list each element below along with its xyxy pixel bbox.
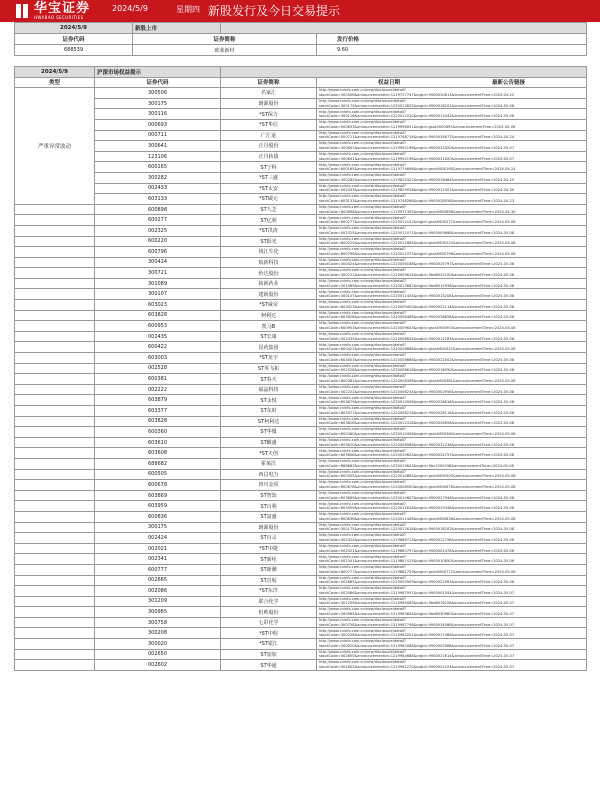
announcement-link[interactable]: http://www.cninfo.com.cn/new/disclosure/detail?stockCode=000711&announcementId=1219748716&orgId=9900034677&announcementTime=2024-04-24 [317,130,587,141]
security-code: 600220 [95,236,221,247]
security-code: 300282 [95,172,221,183]
security-name: 联合化学 [221,596,317,607]
issue-price: 9.60 [317,45,587,56]
security-name: 凯马B [221,321,317,332]
category-cell [15,448,95,459]
table-row [15,469,587,480]
column-header-link: 最新公告链接 [491,80,525,87]
announcement-link[interactable]: http://www.cninfo.com.cn/new/disclosure/detail?stockCode=300107&announcementId=1220011454&orgId=9900013208&announcementTime=2024-05-08 [317,289,587,300]
category-cell [15,554,95,565]
report-title: 新股发行及今日交易提示 [208,4,341,18]
announcement-link[interactable]: http://www.cninfo.com.cn/new/disclosure/detail?stockCode=002433&announcementId=1219829918&orgId=9900012301&announcementTime=2024-04-30 [317,183,587,194]
security-code: 002665 [95,575,221,586]
announcement-link[interactable]: http://www.cninfo.com.cn/new/disclosure/detail?stockCode=301209&announcementId=1219964089&orgId=9bd8076228&announcementTime=2024-05-07 [317,596,587,607]
table-row [15,554,587,565]
table-row [15,416,587,427]
announcement-link[interactable]: http://www.cninfo.com.cn/new/disclosure/detail?stockCode=002602&announcementId=1219961270&orgId=9900021024&announcementTime=2024-05-07 [317,660,587,671]
category-cell [15,342,95,353]
announcement-link[interactable]: http://www.cninfo.com.cn/new/disclosure/detail?stockCode=002341&announcementId=1219887415&orgId=9900010850&announcementTime=2024-05-06 [317,554,587,565]
table-row [15,660,587,671]
table-row [15,183,587,194]
security-code: 300506 [95,88,221,99]
table-row [15,639,587,650]
announcement-link[interactable]: http://www.cninfo.com.cn/new/disclosure/detail?stockCode=600953&announcementId=1220009643&orgId=gssh0900953&announcementTime=2024-05-08 [317,321,587,332]
security-code: 300116 [95,109,221,120]
announcement-link[interactable]: http://www.cninfo.com.cn/new/disclosure/detail?stockCode=603377&announcementId=1220006216&orgId=9900028116&announcementTime=2024-05-08 [317,406,587,417]
column-header: 证券简称 [221,77,317,88]
category-cell [15,617,95,628]
security-name: *ST洪涛 [221,225,317,236]
announcement-link[interactable]: http://www.cninfo.com.cn/new/disclosure/detail?stockCode=600836&announcementId=1220011446&orgId=gssh0600836&announcementTime=2024-05-08 [317,511,587,522]
security-name: ST永悦 [221,395,317,406]
category-cell [15,586,95,597]
table-row [15,204,587,215]
category-cell [15,564,95,575]
security-name: ST英飞拓 [221,363,317,374]
security-name: 西昌电力 [221,469,317,480]
announcement-link[interactable]: http://www.cninfo.com.cn/new/disclosure/detail?stockCode=603003&announcementId=1220008666&orgId=9900022502&announcementTime=2024-05-08 [317,353,587,364]
announcement-link[interactable]: http://www.cninfo.com.cn/new/disclosure/detail?stockCode=300175&announcementId=1220012618&orgId=9900018202&announcementTime=2024-05-08 [317,522,587,533]
security-name: 朗源股份 [221,98,317,109]
category-cell [15,596,95,607]
table-row [15,162,587,173]
risk-notice-table [14,66,587,671]
announcement-link[interactable]: http://www.cninfo.com.cn/new/disclosure/detail?stockCode=002424&announcementId=1219886713&orgId=9900012798&announcementTime=2024-05-06 [317,533,587,544]
table-row [15,522,587,533]
security-code: 603869 [95,490,221,501]
table-row [15,363,587,374]
announcement-link[interactable]: http://www.cninfo.com.cn/new/disclosure/detail?stockCode=300424&announcementId=1220006188&orgId=9900025797&announcementTime=2024-05-08 [317,257,587,268]
category-cell [15,437,95,448]
table-row [15,543,587,554]
announcement-link[interactable]: http://www.cninfo.com.cn/new/disclosure/detail?stockCode=300641&announcementId=1219992196&orgId=9900031820&announcementTime=2024-05-07 [317,151,587,162]
announcement-link[interactable]: http://www.cninfo.com.cn/new/disclosure/detail?stockCode=300175&announcementId=1220013825&orgId=9900018202&announcementTime=2024-05-08 [317,98,587,109]
security-code: 002021 [95,543,221,554]
announcement-link[interactable]: http://www.cninfo.com.cn/new/disclosure/detail?stockCode=300208&announcementId=1219983201&orgId=9900017466&announcementTime=2024-05-07 [317,628,587,639]
category-cell [15,469,95,480]
security-code: 603828 [95,416,221,427]
security-name: *ST天创 [221,448,317,459]
security-code: 002650 [95,649,221,660]
risk-section-row [15,67,587,78]
table-row [15,511,587,522]
security-code: 002424 [95,533,221,544]
table-row [15,109,587,120]
security-name: 七彩化学 [221,617,317,628]
security-name: ST首航 [221,575,317,586]
announcement-link[interactable]: http://www.cninfo.com.cn/new/disclosure/detail?stockCode=002665&announcementId=1220003909&orgId=9900022063&announcementTime=2024-05-08 [317,575,587,586]
category-cell [15,406,95,417]
announcement-link[interactable]: http://www.cninfo.com.cn/new/disclosure/detail?stockCode=600381&announcementId=1220006396&orgId=gssh0600381&announcementTime=2024-05-08 [317,374,587,385]
table-row [15,257,587,268]
category-cell [15,363,95,374]
security-name: 昆药集团 [221,342,317,353]
security-name: 建新股份 [221,289,317,300]
security-code: 300424 [95,257,221,268]
table-row [15,480,587,491]
security-code: 600381 [95,374,221,385]
category-cell [15,649,95,660]
security-code: 300208 [95,628,221,639]
category-cell [15,628,95,639]
announcement-link[interactable]: http://www.cninfo.com.cn/new/disclosure/detail?stockCode=000693&announcementId=1219996051&orgId=gssz0000693&announcementTime=2024-05-06 [317,119,587,130]
announcement-link[interactable]: http://www.cninfo.com.cn/new/disclosure/detail?stockCode=600796&announcementId=1220011975&orgId=gssh0600796&announcementTime=2024-05-08 [317,247,587,258]
table-row [15,268,587,279]
security-name: ST加加 [221,649,317,660]
announcement-link[interactable]: http://www.cninfo.com.cn/new/disclosure/detail?stockCode=603023&announcementId=1220009450&orgId=9900022114&announcementTime=2024-05-08 [317,300,587,311]
security-name: *ST三盛 [221,172,317,183]
security-code: 002325 [95,225,221,236]
security-name: ST九芝 [221,204,317,215]
security-name: 广汇退 [221,130,317,141]
security-code: 300175 [95,98,221,109]
security-code: 123106 [95,151,221,162]
table-row [15,448,587,459]
column-header [317,77,587,88]
announcement-link[interactable]: http://www.cninfo.com.cn/new/disclosure/detail?stockCode=300282&announcementId=1219815322&orgId=9900018484&announcementTime=2024-04-25 [317,172,587,183]
announcement-link[interactable]: http://www.cninfo.com.cn/new/disclosure/detail?stockCode=600220&announcementId=1220011884&orgId=gssh0600220&announcementTime=2024-05-08 [317,236,587,247]
table-row [15,225,587,236]
security-name: *ST中程 [221,628,317,639]
security-code: 301209 [95,596,221,607]
table-row [15,437,587,448]
category-cell [15,278,95,289]
announcement-link[interactable]: http://www.cninfo.com.cn/new/disclosure/detail?stockCode=301089&announcementId=1220013682&orgId=9bd8015936&announcementTime=2024-05-08 [317,278,587,289]
announcement-link[interactable]: http://www.cninfo.com.cn/new/disclosure/detail?stockCode=002650&announcementId=1219984688&orgId=9900021614&announcementTime=2024-05-07 [317,649,587,660]
security-name: 钱江生化 [221,247,317,258]
security-name: *ST太安 [221,183,317,194]
security-name: ST柯利达 [221,416,317,427]
category-cell [15,257,95,268]
security-name: 柯利达 [221,310,317,321]
table-row [15,575,587,586]
announcement-link[interactable]: http://www.cninfo.com.cn/new/disclosure/detail?stockCode=300641&announcementId=1219992196&orgId=9900031820&announcementTime=2024-05-07 [317,141,587,152]
security-name: ST亿利 [221,215,317,226]
announcement-link[interactable]: http://www.cninfo.com.cn/new/disclosure/detail?stockCode=603879&announcementId=1220010006&orgId=9900028818&announcementTime=2024-05-08 [317,395,587,406]
table-row [15,564,587,575]
security-code: 002528 [95,363,221,374]
security-code: 603610 [95,437,221,448]
category-cell [15,321,95,332]
security-name: 拓新药业 [221,278,317,289]
table-row [15,533,587,544]
security-name: ST东时 [221,406,317,417]
category-cell [15,490,95,501]
announcement-link[interactable]: http://www.cninfo.com.cn/new/disclosure/detail?stockCode=002435&announcementId=1220006634&orgId=9900012283&announcementTime=2024-05-08 [317,331,587,342]
category-cell [15,236,95,247]
announcement-link[interactable]: http://www.cninfo.com.cn/new/disclosure/detail?stockCode=603828&announcementId=1220006468&orgId=9900026658&announcementTime=2024-05-08 [317,310,587,321]
category-cell [15,607,95,618]
announcement-link[interactable]: http://www.cninfo.com.cn/new/disclosure/detail?stockCode=603608&announcementId=1220010624&orgId=9900024757&announcementTime=2024-05-08 [317,448,587,459]
security-code: 603828 [95,310,221,321]
security-code: 603133 [95,194,221,205]
security-code: 002433 [95,183,221,194]
table-row [15,45,587,56]
category-cell [15,353,95,364]
category-cell [15,458,95,469]
announcement-link[interactable]: http://www.cninfo.com.cn/new/disclosure/detail?stockCode=600678&announcementId=1220008550&orgId=gssh0600678&announcementTime=2024-05-08 [317,480,587,491]
table-row [15,236,587,247]
table-row [15,406,587,417]
new-listing-section-row [15,23,587,34]
logo-english-name: HWABAO SECURITIES [34,15,84,20]
security-name: ST新纶 [221,554,317,565]
table-row [15,151,587,162]
report-weekday: 星期四 [176,5,200,14]
logo-name: 华宝证券 [34,1,91,16]
announcement-link[interactable]: http://www.cninfo.com.cn/new/disclosure/detail?stockCode=300758&announcementId=1219987746&orgId=9900034086&announcementTime=2024-05-07 [317,617,587,628]
category-cell [15,501,95,512]
security-code: 600505 [95,469,221,480]
security-name: 欧莱新材 [133,45,317,56]
risk-header-row [15,77,587,88]
announcement-link[interactable]: http://www.cninfo.com.cn/new/disclosure/detail?stockCode=600165&announcementId=1219774696&orgId=gssh0600165&announcementTime=2024-04-24 [317,162,587,173]
table-row [15,119,587,130]
security-code: 600898 [95,204,221,215]
announcement-link[interactable]: http://www.cninfo.com.cn/new/disclosure/detail?stockCode=600422&announcementId=1220008668&orgId=gssh0600422&announcementTime=2024-05-08 [317,342,587,353]
category-cell [15,247,95,258]
category-cell [15,384,95,395]
security-code: 300020 [95,639,221,650]
table-row [15,289,587,300]
security-name: ST富盛 [221,511,317,522]
security-code: 002222 [95,384,221,395]
category-cell [15,204,95,215]
security-name: 福晶科技 [221,384,317,395]
security-name: *ST华信 [221,119,317,130]
category-cell: 严重异常波动 [15,88,95,205]
security-name: *ST中捷 [221,543,317,554]
category-cell [15,511,95,522]
category-cell [15,300,95,311]
security-code: 603608 [95,448,221,459]
security-name: 恒帅股份 [221,607,317,618]
table-row [15,596,587,607]
security-code: 300107 [95,289,221,300]
security-name: 怡达股份 [221,268,317,279]
security-code: 002435 [95,331,221,342]
column-header: 证券代码 [15,34,133,45]
security-name: *ST威帝 [221,300,317,311]
security-name: 四川金顶 [221,480,317,491]
table-row [15,172,587,183]
category-cell [15,427,95,438]
announcement-link[interactable]: http://www.cninfo.com.cn/new/disclosure/detail?stockCode=300965&announcementId=1219983604&orgId=9bd8030960&announcementTime=2024-05-07 [317,607,587,618]
table-row [15,310,587,321]
category-cell [15,522,95,533]
security-name: ST春天 [221,374,317,385]
table-row [15,331,587,342]
security-name: *ST保力 [221,109,317,120]
new-listing-header-row [15,34,587,45]
table-row [15,617,587,628]
table-row [15,458,587,469]
category-cell [15,660,95,671]
table-row [15,98,587,109]
security-code: 600360 [95,427,221,438]
table-row [15,342,587,353]
security-name: 朗源股份 [221,522,317,533]
announcement-link[interactable]: http://www.cninfo.com.cn/new/disclosure/detail?stockCode=002325&announcementId=1220011071&orgId=9900009686&announcementTime=2024-05-08 [317,225,587,236]
report-header [0,0,600,22]
security-code: 300758 [95,617,221,628]
category-cell [15,543,95,554]
table-row [15,628,587,639]
category-cell [15,268,95,279]
logo-mark-icon [14,3,30,19]
table-row [15,501,587,512]
new-listing-table [14,22,587,56]
announcement-link[interactable]: http://www.cninfo.com.cn/new/disclosure/detail?stockCode=603133&announcementId=1219748286&orgId=9900028556&announcementTime=2024-04-23 [317,194,587,205]
announcement-link[interactable]: http://www.cninfo.com.cn/new/disclosure/detail?stockCode=600505&announcementId=1220010884&orgId=gssh0600505&announcementTime=2024-05-08 [317,469,587,480]
security-code: 600777 [95,564,221,575]
announcement-link[interactable]: http://www.cninfo.com.cn/new/disclosure/detail?stockCode=600360&announcementId=1220010456&orgId=gssh0600360&announcementTime=2024-05-08 [317,427,587,438]
announcement-link[interactable]: http://www.cninfo.com.cn/new/disclosure/detail?stockCode=603828&announcementId=1220012318&orgId=9900026658&announcementTime=2024-05-08 [317,416,587,427]
table-row [15,88,587,99]
table-row [15,353,587,364]
table-row [15,130,587,141]
security-name: 名家汇 [221,88,317,99]
security-code: 600277 [95,215,221,226]
table-row [15,278,587,289]
announcement-link[interactable]: http://www.cninfo.com.cn/new/disclosure/detail?stockCode=300020&announcementId=1219982088&orgId=9900003368&announcementTime=2024-05-07 [317,639,587,650]
table-row [15,649,587,660]
announcement-link[interactable]: http://www.cninfo.com.cn/new/disclosure/detail?stockCode=300506&announcementId=1219727747&orgId=9900030813&announcementTime=2024-04-22 [317,88,587,99]
security-name: *ST银江 [221,639,317,650]
category-cell [15,480,95,491]
column-header: 证券代码 [95,77,221,88]
security-name: 航新科技 [221,257,317,268]
table-row [15,607,587,618]
column-header-date: 权益日期 [378,80,401,87]
security-code: 600422 [95,342,221,353]
security-code: 002341 [95,554,221,565]
security-name: *ST碳元 [221,194,317,205]
security-code: 002086 [95,586,221,597]
announcement-link[interactable]: http://www.cninfo.com.cn/new/disclosure/detail?stockCode=603959&announcementId=1220011618&orgId=9900029448&announcementTime=2024-05-08 [317,501,587,512]
security-code: 600836 [95,511,221,522]
announcement-link[interactable]: http://www.cninfo.com.cn/new/disclosure/detail?stockCode=300116&announcementId=1220012210&orgId=9900013442&announcementTime=2024-05-08 [317,109,587,120]
security-name: ST长康 [221,331,317,342]
table-row [15,194,587,205]
security-code: 600165 [95,162,221,173]
security-code: 600953 [95,321,221,332]
security-name: ST百利 [221,501,317,512]
announcement-link[interactable]: http://www.cninfo.com.cn/new/disclosure/detail?stockCode=603869&announcementId=1220010607&orgId=9900027946&announcementTime=2024-05-08 [317,490,587,501]
table-row [15,247,587,258]
security-code: 603023 [95,300,221,311]
security-code: 603003 [95,353,221,364]
security-name: ST阳光 [221,236,317,247]
category-cell [15,215,95,226]
security-name: *ST龙宇 [221,353,317,364]
section-label: 沪深市场权益提示 [95,67,221,78]
security-code: 603879 [95,395,221,406]
category-cell [15,289,95,300]
security-code: 600678 [95,480,221,491]
announcement-link[interactable]: http://www.cninfo.com.cn/new/disclosure/detail?stockCode=600777&announcementId=1219881729&orgId=gssh0600777&announcementTime=2024-05-06 [317,564,587,575]
table-row [15,321,587,332]
section-label: 新股上市 [133,23,221,34]
section-date: 2024/5/9 [15,67,95,78]
security-name: ST新潮 [221,564,317,575]
category-cell [15,395,95,406]
category-cell [15,639,95,650]
column-header: 证券简称 [133,34,317,45]
security-name: ST智知 [221,490,317,501]
security-code: 300175 [95,522,221,533]
security-code: 603959 [95,501,221,512]
column-header: 类型 [15,77,95,88]
announcement-link[interactable]: http://www.cninfo.com.cn/new/disclosure/detail?stockCode=002222&announcementId=1220006234&orgId=9900002956&announcementTime=2024-05-08 [317,384,587,395]
security-code: 300721 [95,268,221,279]
table-row [15,374,587,385]
table-row [15,586,587,597]
announcement-link[interactable]: http://www.cninfo.com.cn/new/disclosure/detail?stockCode=002086&announcementId=1219987591&orgId=9900001344&announcementTime=2024-05-07 [317,586,587,597]
security-name: *ST东洋 [221,586,317,597]
security-name: ST麒盛 [221,437,317,448]
table-row [15,141,587,152]
security-code: 688539 [15,45,133,56]
report-date: 2024/5/9 [112,4,148,13]
category-cell [15,331,95,342]
announcement-link[interactable]: http://www.cninfo.com.cn/new/disclosure/detail?stockCode=603610&announcementId=1220008568&orgId=9900031238&announcementTime=2024-05-08 [317,437,587,448]
table-row [15,490,587,501]
category-cell [15,575,95,586]
category-cell [15,416,95,427]
table-row [15,215,587,226]
announcement-link[interactable]: http://www.cninfo.com.cn/new/disclosure/detail?stockCode=600277&announcementId=1220012102&orgId=gssh0600277&announcementTime=2024-05-08 [317,215,587,226]
table-row [15,300,587,311]
security-name: ST百灵 [221,533,317,544]
category-cell [15,533,95,544]
section-date: 2024/5/9 [15,23,133,34]
security-code: 300641 [95,141,221,152]
security-code: 301089 [95,278,221,289]
security-name: 霍莱沃 [221,458,317,469]
security-name: 正丹股份 [221,141,317,152]
risk-table-body [15,88,587,671]
security-name: ST宁科 [221,162,317,173]
announcement-link[interactable]: http://www.cninfo.com.cn/new/disclosure/detail?stockCode=600898&announcementId=1219971305&orgId=gssh0600898&announcementTime=2024-04-30 [317,204,587,215]
announcement-link[interactable]: http://www.cninfo.com.cn/new/disclosure/detail?stockCode=300721&announcementId=1220009614&orgId=9bd8031100&announcementTime=2024-05-08 [317,268,587,279]
security-code: 300965 [95,607,221,618]
security-code: 000711 [95,130,221,141]
security-code: 000693 [95,119,221,130]
security-code: 002602 [95,660,221,671]
column-header: 发行价格 [317,34,587,45]
security-name: 正丹转债 [221,151,317,162]
category-cell [15,225,95,236]
security-code: 688682 [95,458,221,469]
logo [14,1,90,21]
announcement-link[interactable]: http://www.cninfo.com.cn/new/disclosure/detail?stockCode=688682&announcementId=1220013643&orgId=9bc1000936&announcementTime=2024-05-08 [317,458,587,469]
security-name: ST华微 [221,427,317,438]
table-row [15,427,587,438]
announcement-link[interactable]: http://www.cninfo.com.cn/new/disclosure/detail?stockCode=002528&announcementId=1220008618&orgId=9900016090&announcementTime=2024-05-08 [317,363,587,374]
announcement-link[interactable]: http://www.cninfo.com.cn/new/disclosure/detail?stockCode=002021&announcementId=1219880797&orgId=9900001478&announcementTime=2024-05-06 [317,543,587,554]
security-code: 600796 [95,247,221,258]
category-cell [15,374,95,385]
category-cell [15,310,95,321]
security-name: ST华通 [221,660,317,671]
table-row [15,395,587,406]
table-row [15,384,587,395]
security-code: 603377 [95,406,221,417]
